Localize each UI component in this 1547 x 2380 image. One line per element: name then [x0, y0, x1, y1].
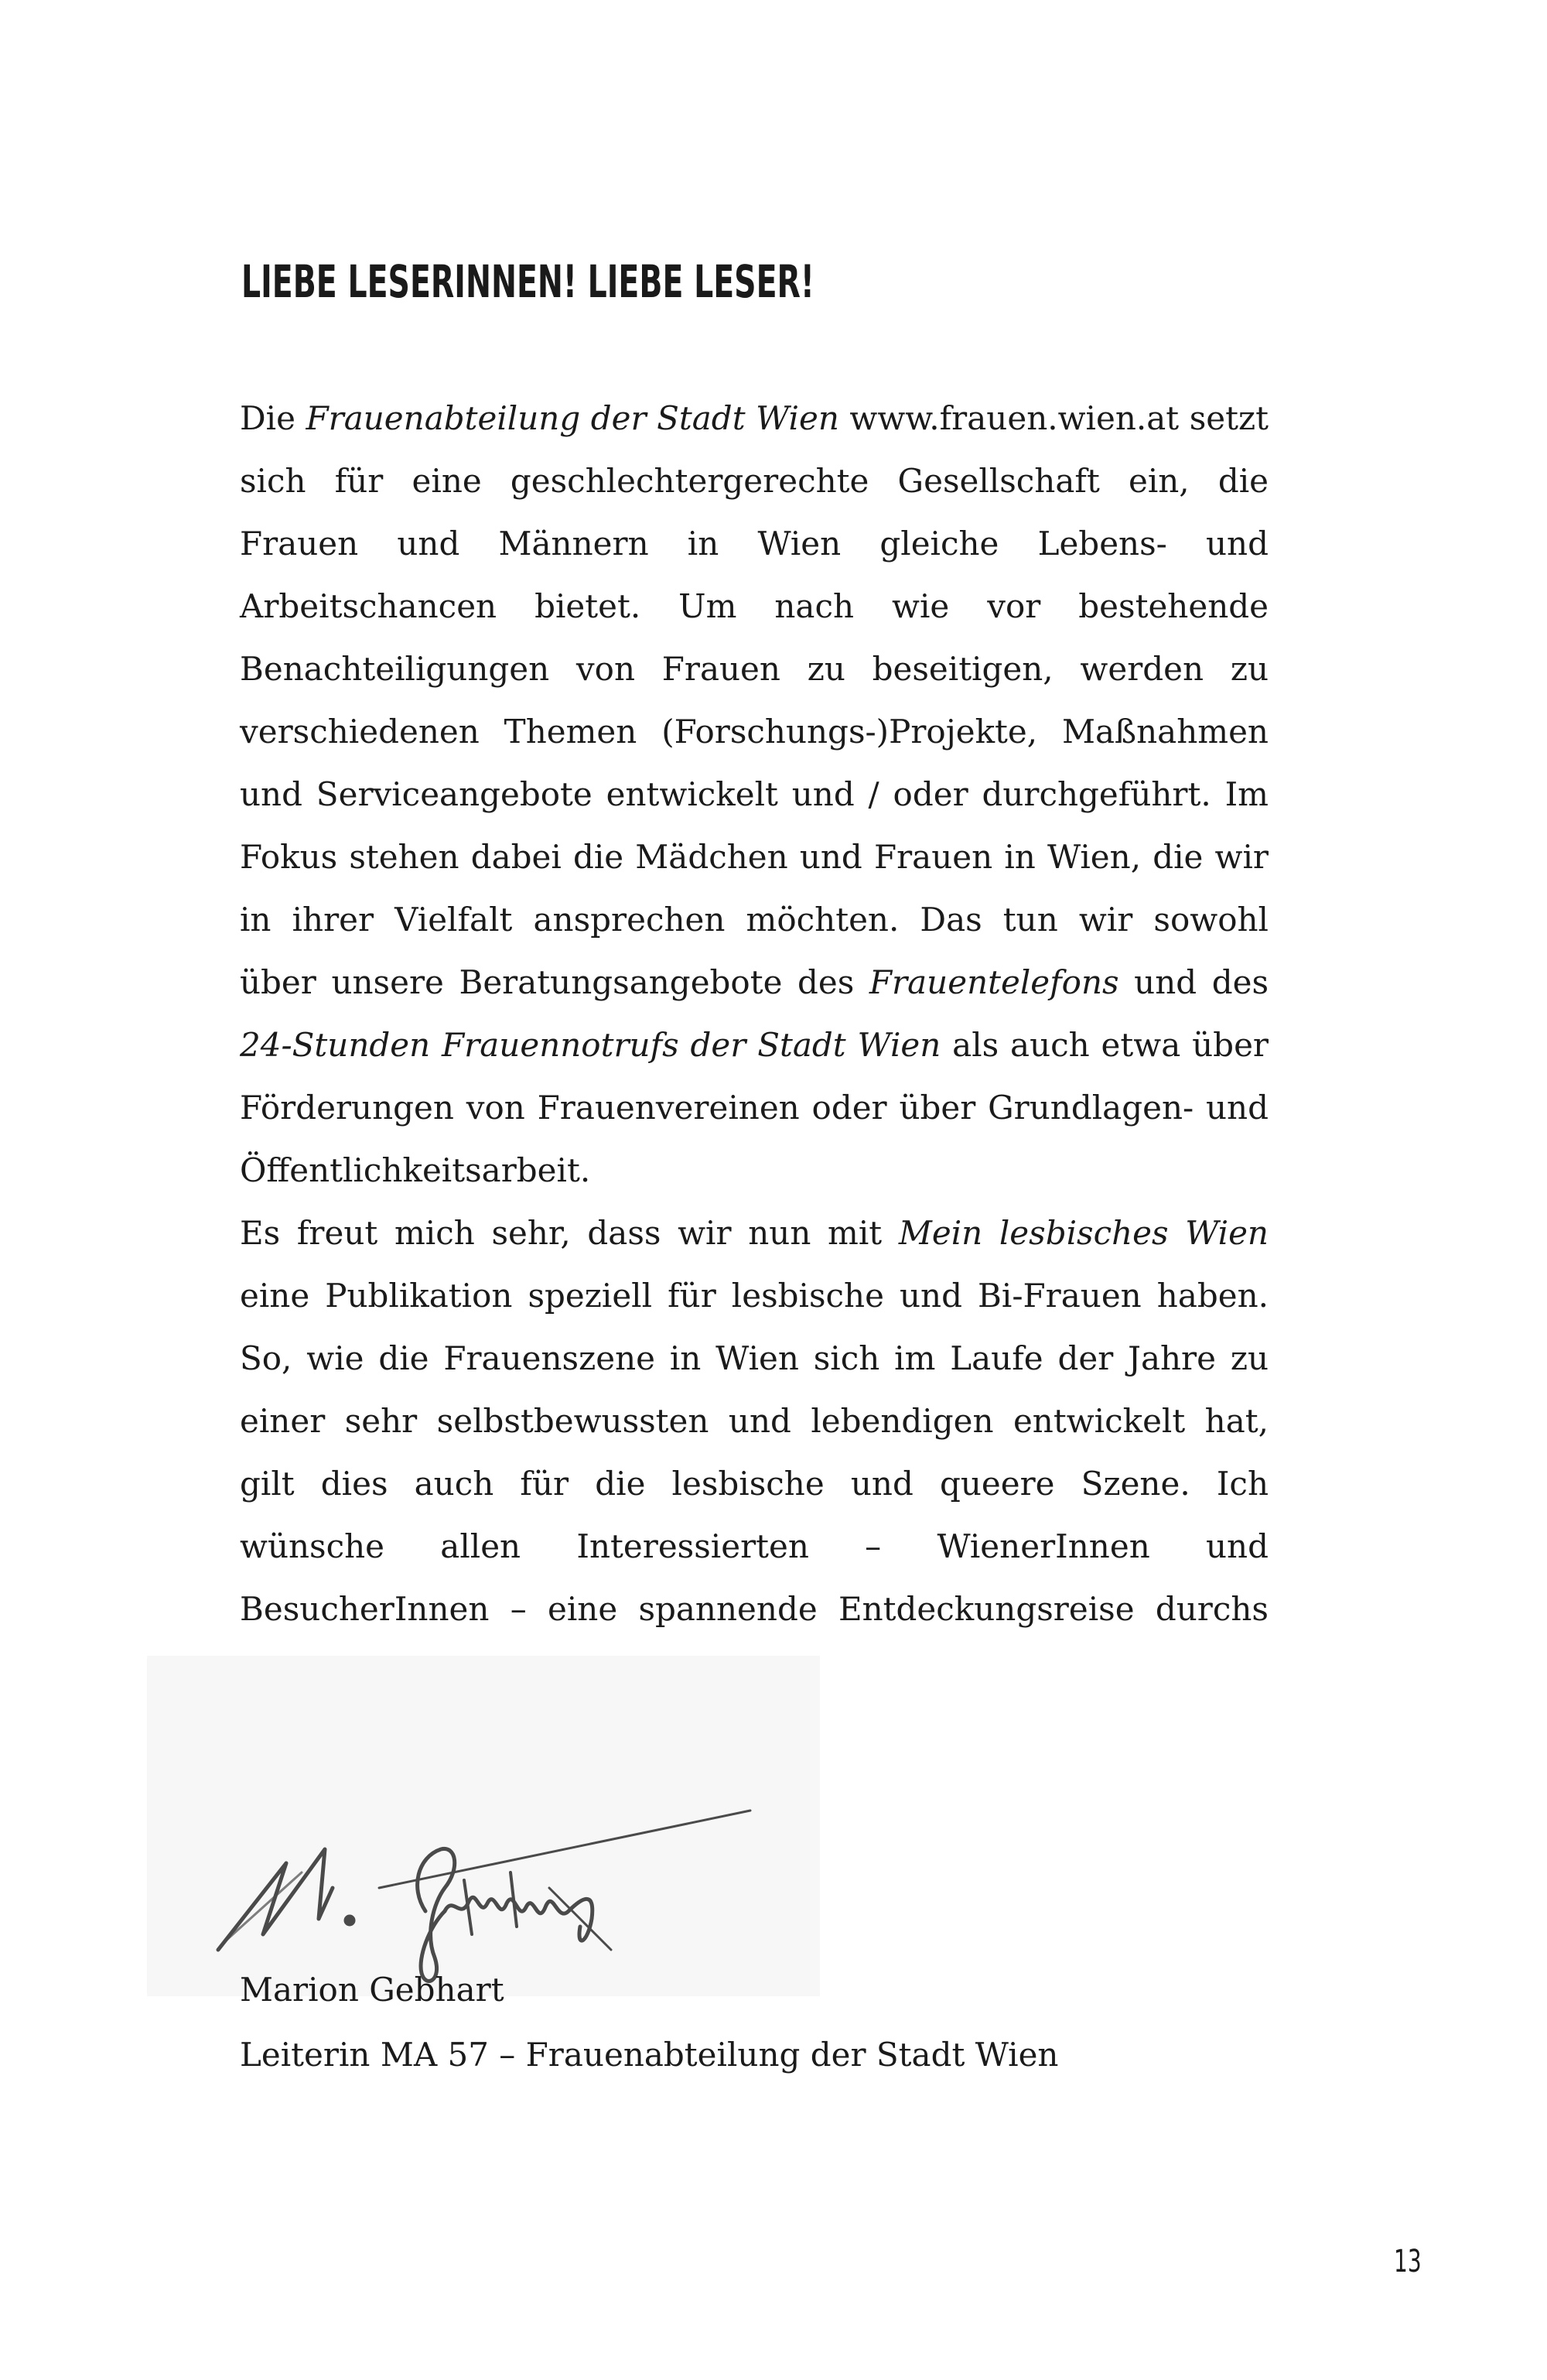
paragraph-publication-pre: Es freut mich sehr, dass wir nun mit — [240, 1214, 899, 1252]
emphasis-mein-lesbisches-wien: Mein lesbisches Wien — [898, 1214, 1269, 1252]
emphasis-frauenabteilung: Frauenabteilung der Stadt Wien — [306, 399, 839, 437]
paragraph-intro-post: als auch etwa über Förderungen von Frauenvereinen oder über Grundlagen- und Öffentlichkeitsarbeit. — [240, 1026, 1269, 1189]
signer-name: Marion Gebhart — [240, 1971, 504, 2009]
page-number: 13 — [1394, 2244, 1422, 2279]
signature-drawing — [147, 1656, 820, 1996]
paragraph-publication-post: eine Publikation speziell für lesbische und Bi-Frauen haben. So, wie die Frauenszene in Wien sich im Laufe der Jahre zu einer sehr selbstbewussten und lebendigen entwickelt hat, gilt dies auch für die lesbische und queere Szene. Ich wünsche allen Interessierten – WienerInnen und BesucherInnen – eine spannende Entdeckungsreise durchs — [240, 1277, 1269, 1628]
emphasis-frauentelefon: Frauentelefons — [869, 963, 1119, 1001]
paragraph-intro-mid1: www.frauen.wien.at setzt sich für eine geschlechtergerechte Gesellschaft ein, die Frauen und Männern in Wien gleiche Lebens- und Arbeitschancen bietet. Um nach wie vor bestehende Benachteiligungen von Frauen zu beseitigen, werden zu verschiedenen Themen (Forschungs-)Projekte, Maßnahmen und Serviceangebote entwickelt und / oder durchgeführt. Im Fokus stehen dabei die Mädchen und Frauen in Wien, die wir in ihrer Vielfalt ansprechen möchten. Das tun wir sowohl über unsere Beratungsangebote des — [240, 399, 1269, 1001]
page-heading: LIEBE LESERINNEN! LIEBE LESER! — [241, 255, 814, 308]
paragraph-intro-pre: Die — [240, 399, 306, 437]
paragraph-intro — [240, 387, 1269, 1202]
emphasis-frauennotruf: 24-Stunden Frauennotrufs der Stadt Wien — [240, 1026, 941, 1064]
body-text — [240, 387, 1269, 1703]
handwritten-signature — [147, 1656, 820, 1996]
paragraph-publication — [240, 1202, 1269, 1703]
paragraph-intro-mid2: und des — [1118, 963, 1269, 1001]
signer-role: Leiterin MA 57 – Frauenabteilung der Stadt Wien — [240, 2036, 1059, 2074]
signer-block — [240, 1958, 1058, 2088]
